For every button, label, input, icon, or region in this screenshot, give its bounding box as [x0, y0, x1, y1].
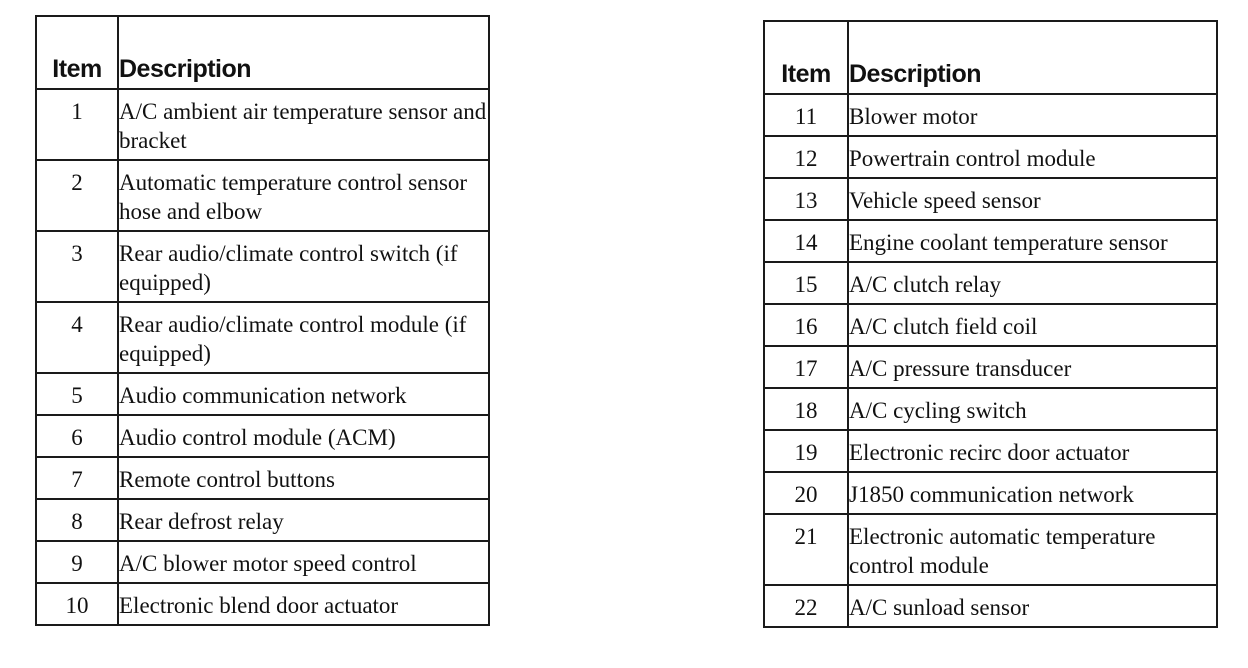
item-number: 16	[764, 304, 848, 346]
item-description: A/C sunload sensor	[848, 585, 1217, 627]
item-number: 4	[36, 302, 118, 373]
table-body	[36, 89, 489, 625]
item-number: 19	[764, 430, 848, 472]
item-number: 20	[764, 472, 848, 514]
item-description: Engine coolant temperature sensor	[848, 220, 1217, 262]
item-number: 17	[764, 346, 848, 388]
parts-table-right	[763, 20, 1218, 628]
item-description: Rear audio/climate control module (if equipped)	[118, 302, 489, 373]
item-description: J1850 communication network	[848, 472, 1217, 514]
table-header-row	[36, 16, 489, 89]
item-description: Audio communication network	[118, 373, 489, 415]
item-description: Electronic recirc door actuator	[848, 430, 1217, 472]
item-description: A/C clutch relay	[848, 262, 1217, 304]
item-number: 7	[36, 457, 118, 499]
table-row	[764, 388, 1217, 430]
item-description: Automatic temperature control sensor hose and elbow	[118, 160, 489, 231]
table-row	[36, 583, 489, 625]
item-number: 10	[36, 583, 118, 625]
item-number: 18	[764, 388, 848, 430]
item-number: 15	[764, 262, 848, 304]
description-column-header: Description	[848, 21, 1217, 94]
item-number: 9	[36, 541, 118, 583]
table-row	[764, 220, 1217, 262]
item-description: Electronic automatic temperature control module	[848, 514, 1217, 585]
table-row	[36, 160, 489, 231]
table-body	[764, 94, 1217, 627]
item-number: 1	[36, 89, 118, 160]
description-column-header: Description	[118, 16, 489, 89]
item-description: Blower motor	[848, 94, 1217, 136]
table-row	[764, 472, 1217, 514]
table-row	[764, 304, 1217, 346]
table-row	[36, 499, 489, 541]
parts-table-left	[35, 15, 490, 626]
table-row	[764, 585, 1217, 627]
item-description: A/C clutch field coil	[848, 304, 1217, 346]
item-number: 5	[36, 373, 118, 415]
item-description: A/C pressure transducer	[848, 346, 1217, 388]
item-description: Rear audio/climate control switch (if equipped)	[118, 231, 489, 302]
table-row	[36, 89, 489, 160]
item-number: 2	[36, 160, 118, 231]
item-description: A/C blower motor speed control	[118, 541, 489, 583]
table-row	[764, 178, 1217, 220]
item-number: 13	[764, 178, 848, 220]
table-row	[764, 430, 1217, 472]
item-number: 11	[764, 94, 848, 136]
item-description: A/C ambient air temperature sensor and bracket	[118, 89, 489, 160]
table-row	[36, 302, 489, 373]
item-number: 22	[764, 585, 848, 627]
item-description: Powertrain control module	[848, 136, 1217, 178]
item-number: 8	[36, 499, 118, 541]
table-row	[36, 373, 489, 415]
table-row	[36, 541, 489, 583]
item-number: 12	[764, 136, 848, 178]
item-column-header: Item	[764, 21, 848, 94]
item-description: A/C cycling switch	[848, 388, 1217, 430]
table-row	[36, 231, 489, 302]
item-number: 21	[764, 514, 848, 585]
table-header-row	[764, 21, 1217, 94]
table-row	[764, 136, 1217, 178]
table-row	[764, 514, 1217, 585]
table-row	[764, 94, 1217, 136]
item-description: Electronic blend door actuator	[118, 583, 489, 625]
item-description: Vehicle speed sensor	[848, 178, 1217, 220]
item-number: 3	[36, 231, 118, 302]
item-number: 14	[764, 220, 848, 262]
table-row	[36, 415, 489, 457]
item-description: Audio control module (ACM)	[118, 415, 489, 457]
item-description: Remote control buttons	[118, 457, 489, 499]
item-description: Rear defrost relay	[118, 499, 489, 541]
table-row	[764, 346, 1217, 388]
item-number: 6	[36, 415, 118, 457]
table-row	[764, 262, 1217, 304]
item-column-header: Item	[36, 16, 118, 89]
table-row	[36, 457, 489, 499]
